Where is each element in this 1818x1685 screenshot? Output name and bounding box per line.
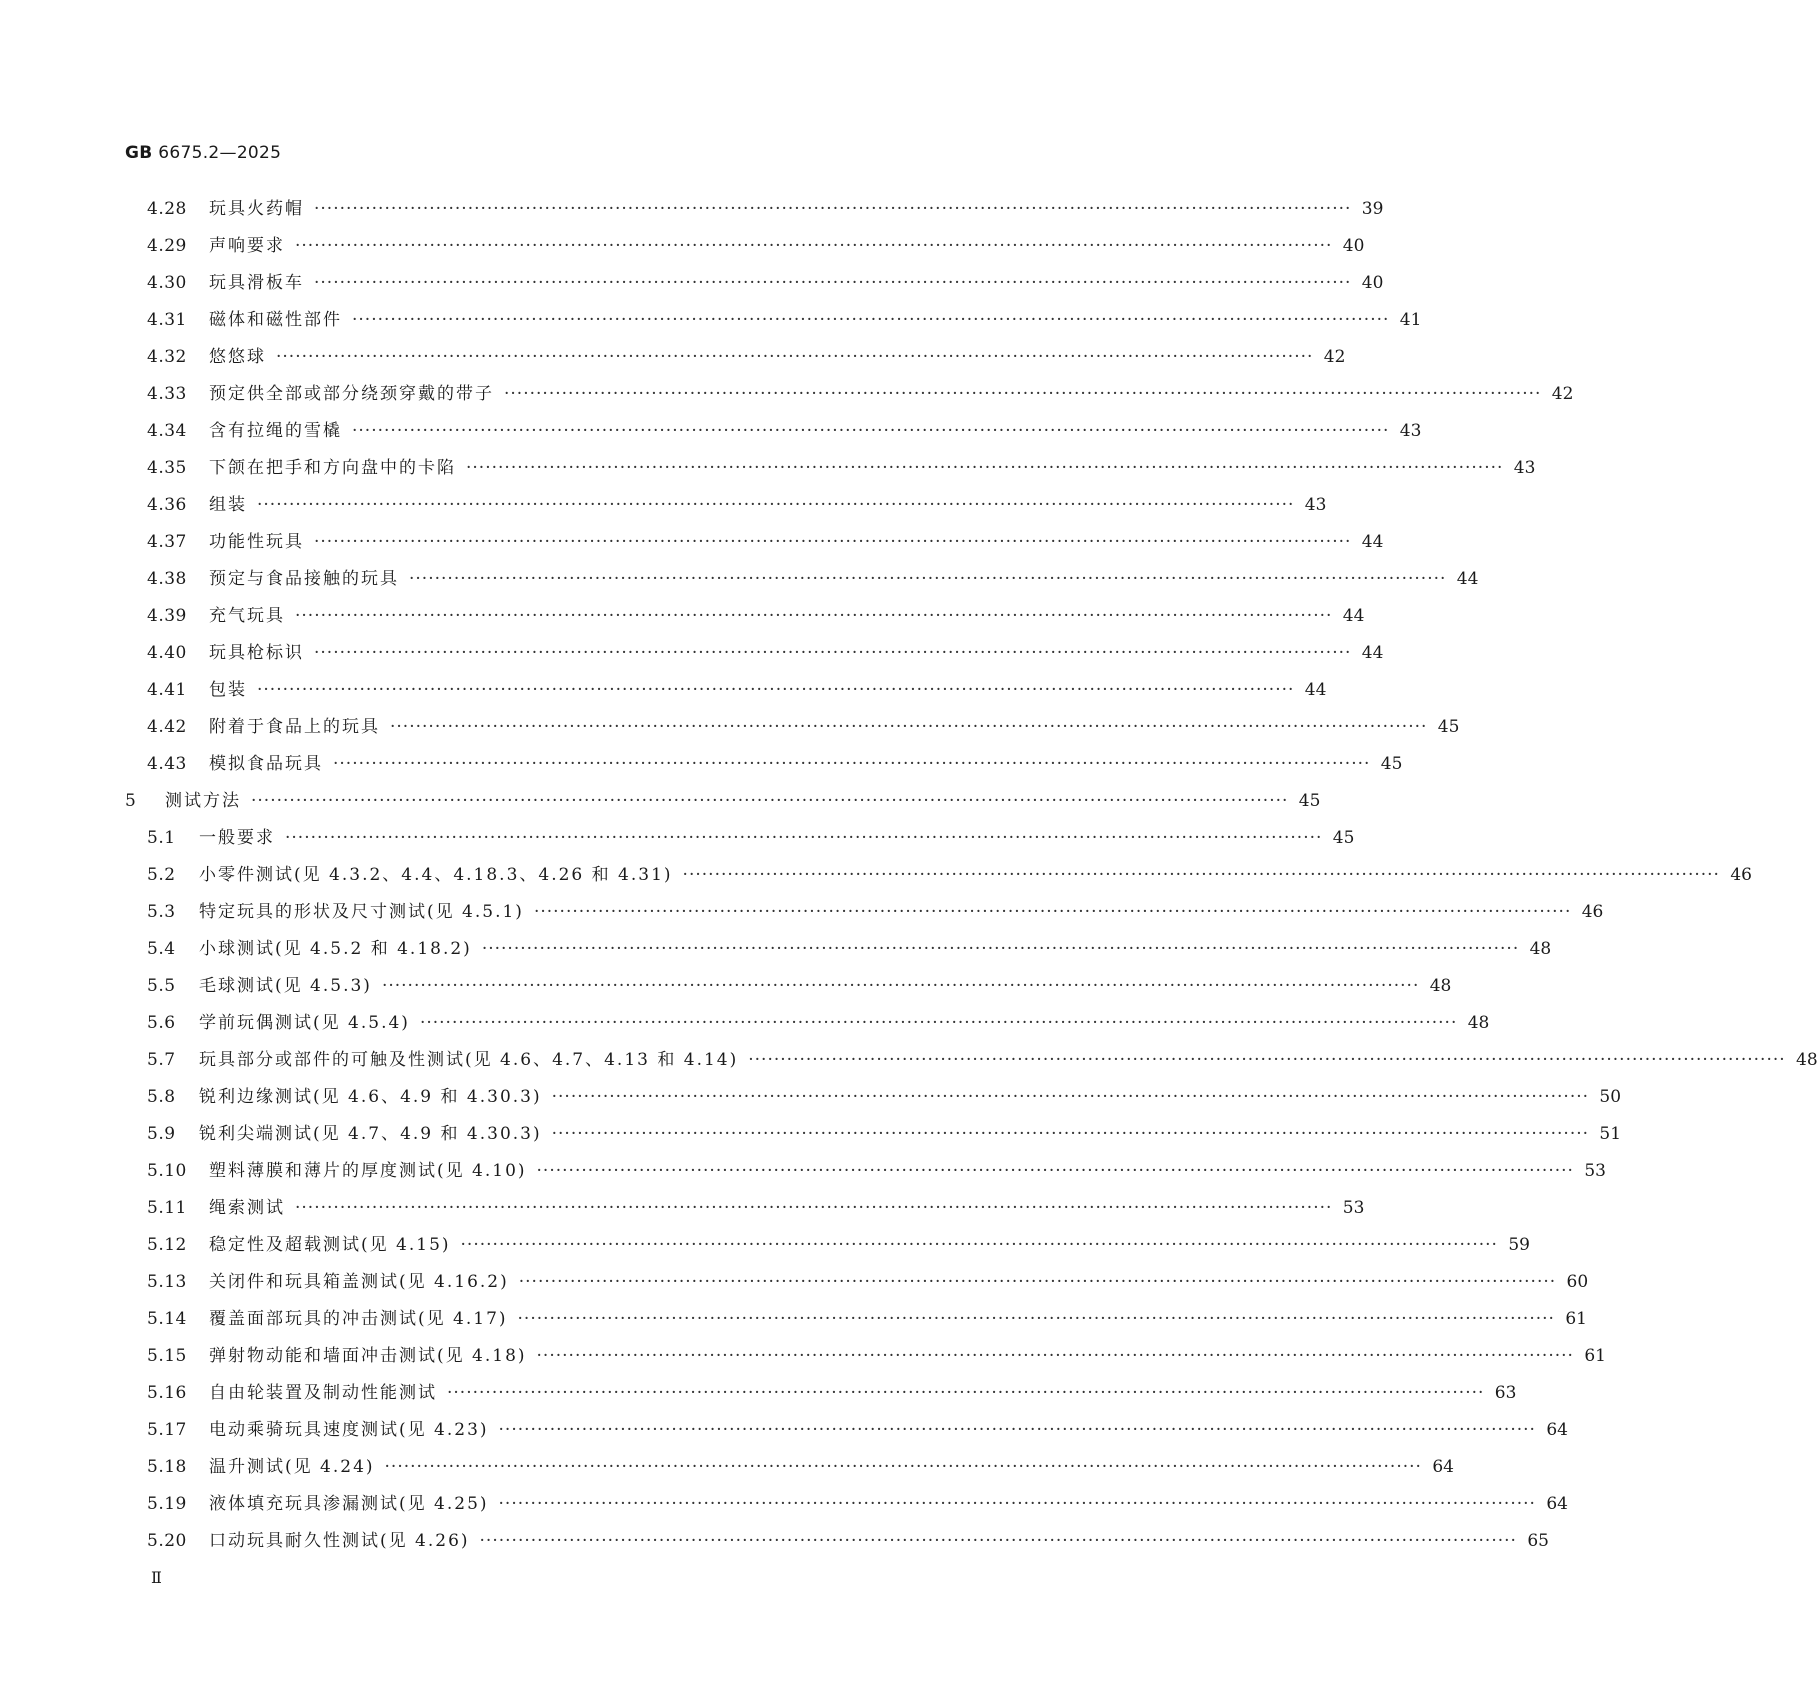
toc-entry[interactable] xyxy=(125,1304,1587,1341)
toc-entry-number: 5 xyxy=(125,791,137,811)
toc-entry-title: 玩具火药帽 xyxy=(209,199,304,219)
toc-entry-page: 39 xyxy=(1361,199,1384,219)
toc-leader-dots: ·································································································································································· xyxy=(479,1531,1517,1551)
toc-leader-dots: ·································································································································································· xyxy=(314,199,1352,219)
toc-entry-number: 4.28 xyxy=(147,199,187,219)
toc-entry-page: 63 xyxy=(1494,1383,1517,1403)
toc-entry-page: 42 xyxy=(1323,347,1346,367)
toc-entry-title: 稳定性及超载测试(见 4.15) xyxy=(209,1235,451,1255)
toc-entry[interactable] xyxy=(125,675,1327,712)
toc-entry[interactable] xyxy=(125,1378,1517,1415)
toc-entry[interactable] xyxy=(125,416,1422,453)
standard-code: 6675.2—2025 xyxy=(158,143,282,163)
toc-entry-page: 46 xyxy=(1581,902,1604,922)
toc-entry-title: 下颌在把手和方向盘中的卡陷 xyxy=(209,458,456,478)
toc-entry-number: 4.29 xyxy=(147,236,187,256)
toc-entry-page: 64 xyxy=(1546,1420,1568,1440)
toc-entry-page: 40 xyxy=(1342,236,1365,256)
toc-entry-title: 自由轮装置及制动性能测试 xyxy=(209,1383,437,1403)
toc-leader-dots: ·································································································································································· xyxy=(447,1383,1485,1403)
toc-entry-page: 44 xyxy=(1361,643,1384,663)
toc-leader-dots: ·································································································································································· xyxy=(517,1309,1555,1329)
toc-entry-title: 覆盖面部玩具的冲击测试(见 4.17) xyxy=(209,1309,508,1329)
toc-entry[interactable] xyxy=(125,564,1479,601)
toc-leader-dots: ·································································································································································· xyxy=(285,828,1323,848)
toc-leader-dots: ·································································································································································· xyxy=(381,976,1420,996)
toc-entry-number: 4.43 xyxy=(147,754,187,774)
toc-entry-number: 4.32 xyxy=(147,347,187,367)
toc-leader-dots: ·································································································································································· xyxy=(536,1161,1574,1181)
toc-entry[interactable] xyxy=(125,897,1604,934)
toc-entry[interactable] xyxy=(125,453,1536,490)
toc-leader-dots: ·································································································································································· xyxy=(295,236,1333,256)
toc-entry[interactable] xyxy=(125,305,1422,342)
toc-leader-dots: ·································································································································································· xyxy=(551,1087,1590,1107)
toc-entry-page: 59 xyxy=(1508,1235,1530,1255)
toc-entry-page: 64 xyxy=(1546,1494,1568,1514)
toc-entry-title: 关闭件和玩具箱盖测试(见 4.16.2) xyxy=(209,1272,509,1292)
toc-entry-page: 45 xyxy=(1380,754,1403,774)
toc-entry-page: 45 xyxy=(1298,791,1321,811)
toc-entry-number: 4.39 xyxy=(147,606,187,626)
toc-leader-dots: ·································································································································································· xyxy=(333,754,1371,774)
toc-leader-dots: ·································································································································································· xyxy=(352,310,1390,330)
toc-entry-title: 绳索测试 xyxy=(209,1198,285,1218)
toc-entry-number: 4.31 xyxy=(147,310,187,330)
toc-entry-title: 玩具枪标识 xyxy=(209,643,304,663)
toc-entry-page: 61 xyxy=(1584,1346,1606,1366)
toc-entry-title: 小零件测试(见 4.3.2、4.4、4.18.3、4.26 和 4.31) xyxy=(199,865,673,885)
standard-prefix: GB xyxy=(125,143,153,163)
toc-leader-dots: ·································································································································································· xyxy=(295,1198,1333,1218)
toc-entry-title: 电动乘骑玩具速度测试(见 4.23) xyxy=(209,1420,489,1440)
toc-entry[interactable] xyxy=(125,786,1321,823)
toc-entry-page: 48 xyxy=(1796,1050,1818,1070)
table-of-contents xyxy=(125,194,1818,1563)
toc-leader-dots: ·································································································································································· xyxy=(257,495,1295,515)
toc-entry-title: 悠悠球 xyxy=(209,347,266,367)
toc-entry[interactable] xyxy=(125,1008,1490,1045)
toc-entry-title: 组装 xyxy=(209,495,247,515)
toc-leader-dots: ·································································································································································· xyxy=(466,458,1504,478)
toc-entry-number: 5.9 xyxy=(147,1124,176,1144)
toc-entry-page: 65 xyxy=(1527,1531,1549,1551)
toc-entry-title: 毛球测试(见 4.5.3) xyxy=(199,976,372,996)
toc-entry[interactable] xyxy=(125,490,1327,527)
toc-entry-number: 4.37 xyxy=(147,532,187,552)
toc-entry-number: 5.3 xyxy=(147,902,176,922)
toc-entry-number: 5.14 xyxy=(147,1309,187,1329)
toc-entry-page: 43 xyxy=(1304,495,1327,515)
toc-leader-dots: ·································································································································································· xyxy=(533,902,1572,922)
toc-leader-dots: ·································································································································································· xyxy=(314,643,1352,663)
toc-entry-page: 48 xyxy=(1467,1013,1490,1033)
toc-entry-number: 5.6 xyxy=(147,1013,176,1033)
toc-entry-title: 一般要求 xyxy=(199,828,275,848)
toc-leader-dots: ·································································································································································· xyxy=(481,939,1520,959)
toc-leader-dots: ·································································································································································· xyxy=(518,1272,1557,1292)
toc-entry-number: 5.2 xyxy=(147,865,176,885)
toc-entry-title: 玩具滑板车 xyxy=(209,273,304,293)
toc-entry-title: 液体填充玩具渗漏测试(见 4.25) xyxy=(209,1494,489,1514)
toc-entry-page: 61 xyxy=(1565,1309,1587,1329)
toc-leader-dots: ·································································································································································· xyxy=(352,421,1390,441)
toc-entry[interactable] xyxy=(125,527,1384,564)
toc-leader-dots: ·································································································································································· xyxy=(460,1235,1498,1255)
toc-entry[interactable] xyxy=(125,342,1346,379)
toc-entry[interactable] xyxy=(125,601,1365,638)
toc-entry-title: 锐利尖端测试(见 4.7、4.9 和 4.30.3) xyxy=(199,1124,542,1144)
toc-leader-dots: ·································································································································································· xyxy=(384,1457,1422,1477)
toc-entry-title: 学前玩偶测试(见 4.5.4) xyxy=(199,1013,410,1033)
toc-entry-page: 48 xyxy=(1529,939,1552,959)
toc-entry-title: 口动玩具耐久性测试(见 4.26) xyxy=(209,1531,470,1551)
toc-entry[interactable] xyxy=(125,823,1355,860)
toc-leader-dots: ·································································································································································· xyxy=(748,1050,1786,1070)
toc-entry-title: 玩具部分或部件的可触及性测试(见 4.6、4.7、4.13 和 4.14) xyxy=(199,1050,739,1070)
toc-entry-number: 4.35 xyxy=(147,458,187,478)
toc-leader-dots: ·································································································································································· xyxy=(419,1013,1458,1033)
toc-entry-number: 5.12 xyxy=(147,1235,187,1255)
toc-entry[interactable] xyxy=(125,1526,1549,1563)
toc-entry[interactable] xyxy=(125,971,1452,1008)
toc-entry[interactable] xyxy=(125,638,1384,675)
toc-entry[interactable] xyxy=(125,1267,1589,1304)
toc-entry-page: 42 xyxy=(1551,384,1574,404)
toc-entry-page: 60 xyxy=(1566,1272,1589,1292)
toc-entry-number: 4.33 xyxy=(147,384,187,404)
toc-entry-number: 5.17 xyxy=(147,1420,187,1440)
toc-entry-title: 锐利边缘测试(见 4.6、4.9 和 4.30.3) xyxy=(199,1087,542,1107)
toc-entry-number: 5.4 xyxy=(147,939,176,959)
toc-entry-title: 磁体和磁性部件 xyxy=(209,310,342,330)
toc-leader-dots: ·································································································································································· xyxy=(498,1420,1536,1440)
toc-entry-title: 弹射物动能和墙面冲击测试(见 4.18) xyxy=(209,1346,527,1366)
toc-entry[interactable] xyxy=(125,1193,1365,1230)
toc-leader-dots: ·································································································································································· xyxy=(551,1124,1590,1144)
toc-entry-title: 功能性玩具 xyxy=(209,532,304,552)
toc-entry-page: 43 xyxy=(1513,458,1536,478)
toc-entry-title: 含有拉绳的雪橇 xyxy=(209,421,342,441)
toc-leader-dots: ·································································································································································· xyxy=(276,347,1314,367)
toc-entry-number: 5.8 xyxy=(147,1087,176,1107)
toc-leader-dots: ·································································································································································· xyxy=(536,1346,1574,1366)
toc-entry-page: 46 xyxy=(1730,865,1752,885)
toc-entry[interactable] xyxy=(125,860,1752,897)
toc-leader-dots: ·································································································································································· xyxy=(295,606,1333,626)
toc-entry-page: 41 xyxy=(1399,310,1422,330)
toc-leader-dots: ·································································································································································· xyxy=(251,791,1289,811)
toc-entry[interactable] xyxy=(125,1082,1622,1119)
toc-entry-page: 44 xyxy=(1361,532,1384,552)
toc-entry-title: 小球测试(见 4.5.2 和 4.18.2) xyxy=(199,939,472,959)
toc-entry[interactable] xyxy=(125,1156,1606,1193)
toc-entry-page: 51 xyxy=(1599,1124,1622,1144)
toc-entry[interactable] xyxy=(125,1119,1622,1156)
toc-leader-dots: ·································································································································································· xyxy=(314,273,1352,293)
toc-entry[interactable] xyxy=(125,268,1384,305)
toc-entry[interactable] xyxy=(125,1415,1568,1452)
toc-entry-title: 预定与食品接触的玩具 xyxy=(209,569,399,589)
toc-entry[interactable] xyxy=(125,712,1460,749)
toc-entry-page: 44 xyxy=(1304,680,1327,700)
toc-entry[interactable] xyxy=(125,231,1365,268)
toc-entry-page: 44 xyxy=(1342,606,1365,626)
toc-entry-number: 4.40 xyxy=(147,643,187,663)
toc-entry-number: 5.16 xyxy=(147,1383,187,1403)
toc-entry-number: 4.41 xyxy=(147,680,187,700)
toc-leader-dots: ·································································································································································· xyxy=(390,717,1428,737)
toc-entry-page: 45 xyxy=(1332,828,1355,848)
toc-leader-dots: ·································································································································································· xyxy=(504,384,1542,404)
toc-entry-number: 5.19 xyxy=(147,1494,187,1514)
toc-entry-number: 4.36 xyxy=(147,495,187,515)
document-header xyxy=(125,143,281,163)
toc-entry-title: 附着于食品上的玩具 xyxy=(209,717,380,737)
toc-entry-page: 53 xyxy=(1342,1198,1365,1218)
toc-entry-page: 45 xyxy=(1437,717,1460,737)
toc-entry[interactable] xyxy=(125,934,1552,971)
toc-entry-number: 5.13 xyxy=(147,1272,187,1292)
toc-entry-page: 50 xyxy=(1599,1087,1622,1107)
toc-entry-title: 充气玩具 xyxy=(209,606,285,626)
toc-entry-number: 5.5 xyxy=(147,976,176,996)
toc-entry-page: 64 xyxy=(1432,1457,1454,1477)
toc-entry-title: 包装 xyxy=(209,680,247,700)
toc-entry-title: 温升测试(见 4.24) xyxy=(209,1457,375,1477)
toc-entry[interactable] xyxy=(125,1489,1568,1526)
toc-entry-title: 测试方法 xyxy=(165,791,241,811)
toc-entry[interactable] xyxy=(125,1341,1606,1378)
toc-leader-dots: ·································································································································································· xyxy=(257,680,1295,700)
toc-entry-number: 5.1 xyxy=(147,828,176,848)
toc-entry-title: 声响要求 xyxy=(209,236,285,256)
toc-entry[interactable] xyxy=(125,1045,1818,1082)
toc-entry-title: 预定供全部或部分绕颈穿戴的带子 xyxy=(209,384,494,404)
toc-entry-page: 43 xyxy=(1399,421,1422,441)
toc-leader-dots: ·································································································································································· xyxy=(409,569,1447,589)
toc-entry-page: 48 xyxy=(1429,976,1452,996)
toc-entry-page: 40 xyxy=(1361,273,1384,293)
toc-leader-dots: ·································································································································································· xyxy=(682,865,1720,885)
toc-entry-number: 5.20 xyxy=(147,1531,187,1551)
toc-entry-title: 塑料薄膜和薄片的厚度测试(见 4.10) xyxy=(209,1161,527,1181)
toc-entry[interactable] xyxy=(125,194,1384,231)
toc-entry-number: 5.7 xyxy=(147,1050,176,1070)
toc-leader-dots: ·································································································································································· xyxy=(498,1494,1536,1514)
toc-entry[interactable] xyxy=(125,1452,1454,1489)
toc-entry-number: 4.42 xyxy=(147,717,187,737)
toc-entry[interactable] xyxy=(125,1230,1530,1267)
toc-entry-number: 5.11 xyxy=(147,1198,187,1218)
toc-entry-page: 53 xyxy=(1584,1161,1606,1181)
toc-entry-number: 5.18 xyxy=(147,1457,187,1477)
toc-entry-number: 4.34 xyxy=(147,421,187,441)
toc-leader-dots: ·································································································································································· xyxy=(314,532,1352,552)
toc-entry-title: 特定玩具的形状及尺寸测试(见 4.5.1) xyxy=(199,902,524,922)
page-number: Ⅱ xyxy=(151,1568,162,1587)
toc-entry[interactable] xyxy=(125,379,1574,416)
toc-entry-title: 模拟食品玩具 xyxy=(209,754,323,774)
toc-entry-number: 4.30 xyxy=(147,273,187,293)
toc-entry-page: 44 xyxy=(1456,569,1479,589)
toc-entry[interactable] xyxy=(125,749,1403,786)
toc-entry-number: 5.10 xyxy=(147,1161,187,1181)
toc-entry-number: 4.38 xyxy=(147,569,187,589)
toc-entry-number: 5.15 xyxy=(147,1346,187,1366)
